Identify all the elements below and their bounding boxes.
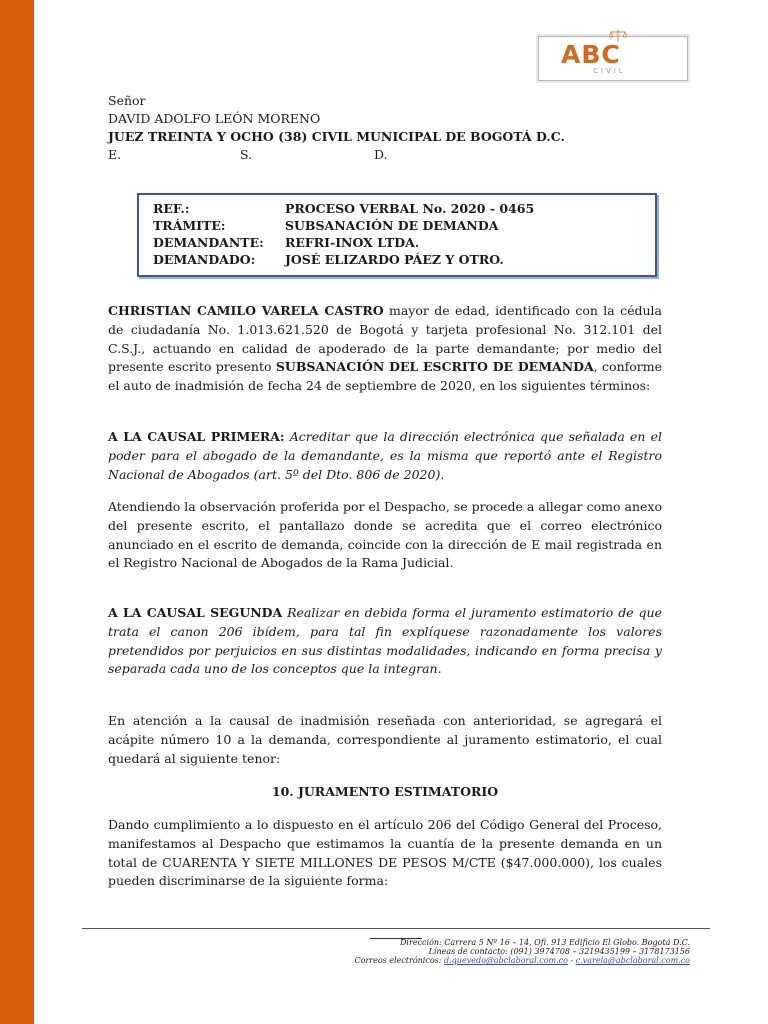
footer-phones: Líneas de contacto: (091) 3974708 – 3219435199 – 3178173156	[428, 947, 690, 956]
esd-d: D.	[374, 147, 388, 162]
logo-text: ABC	[561, 40, 621, 69]
logo-subtext: CIVIL	[593, 67, 626, 75]
addressee-name: DAVID ADOLFO LEÓN MORENO	[108, 111, 321, 126]
orange-side-bar	[0, 0, 34, 1024]
ref-row-demandante: DEMANDANTE: REFRI-INOX LTDA.	[153, 235, 420, 250]
court-name: JUEZ TREINTA Y OCHO (38) CIVIL MUNICIPAL DE BOGOTÁ D.C.	[108, 129, 565, 144]
section-heading: 10. JURAMENTO ESTIMATORIO	[271, 784, 499, 799]
abc-civil-logo	[538, 36, 688, 81]
response-segunda-paragraph: En atención a la causal de inadmisión reseñada con anterioridad, se agregará el acápite número 10 a la demanda, correspondiente al juramento estimatorio, el cual quedará al siguiente tenor:	[108, 713, 662, 766]
footer-divider	[82, 928, 710, 929]
ref-row-ref: REF.: PROCESO VERBAL No. 2020 - 0465	[153, 201, 535, 216]
email-link-2[interactable]: c.varela@abclaboral.com.co	[575, 956, 690, 965]
causal-primera-paragraph: A LA CAUSAL PRIMERA: Acreditar que la dirección electrónica que señalada en el poder para el abogado de la demandante, es la misma que reportó ante el Registro Nacional de Abogados (art. 5º del Dto. 806 de 2020).	[108, 429, 662, 482]
causal-segunda-paragraph: A LA CAUSAL SEGUNDA Realizar en debida forma el juramento estimatorio de que trata el canon 206 ibídem, para tal fin explíquese razonadamente los valores pretendidos por perjuicios en sus distintas modalidades, indicando en forma precisa y separada cada uno de los conceptos que la integran.	[108, 605, 662, 677]
esd-s: S.	[240, 147, 253, 162]
intro-paragraph: CHRISTIAN CAMILO VARELA CASTRO mayor de edad, identificado con la cédula de ciudadanía No. 1.013.621.520 de Bogotá y tarjeta profesional No. 312.101 del C.S.J., actuando en calidad de apoderado de la parte demandante; por medio del presente escrito presento SUBSANACIÓN DEL ESCRITO DE DEMANDA, conforme el auto de inadmisión de fecha 24 de septiembre de 2020, en los siguientes términos:	[108, 303, 663, 394]
ref-row-tramite: TRÁMITE: SUBSANACIÓN DE DEMANDA	[153, 218, 499, 233]
reference-box	[137, 193, 657, 277]
juramento-paragraph: Dando cumplimiento a lo dispuesto en el artículo 206 del Código General del Proceso, manifestamos al Despacho que estimamos la cuantía de la presente demanda en un total de CUARENTA Y SIETE MILLONES DE PESOS M/CTE ($47.000.000), los cuales pueden discriminarse de la siguiente forma:	[108, 817, 662, 889]
esd-e: E.	[108, 147, 122, 162]
salutation: Señor	[108, 93, 146, 108]
email-link-1[interactable]: d.quevedo@abclaboral.com.co	[444, 956, 568, 965]
response-primera-paragraph: Atendiendo la observación proferida por el Despacho, se procede a allegar como anexo del presente escrito, el pantallazo donde se acredita que el correo electrónico anunciado en el escrito de demanda, coincide con la dirección de E mail registrada en el Registro Nacional de Abogados de la Rama Judicial.	[108, 499, 662, 571]
footer-emails: Correos electrónicos: d.quevedo@abclaboral.com.co - c.varela@abclaboral.com.co	[354, 956, 690, 965]
footer-address: Dirección: Carrera 5 Nº 16 – 14, Ofi. 913 Edificio El Globo. Bogotá D.C.	[400, 938, 690, 947]
ref-row-demandado: DEMANDADO: JOSÉ ELIZARDO PÁEZ Y OTRO.	[153, 252, 504, 267]
